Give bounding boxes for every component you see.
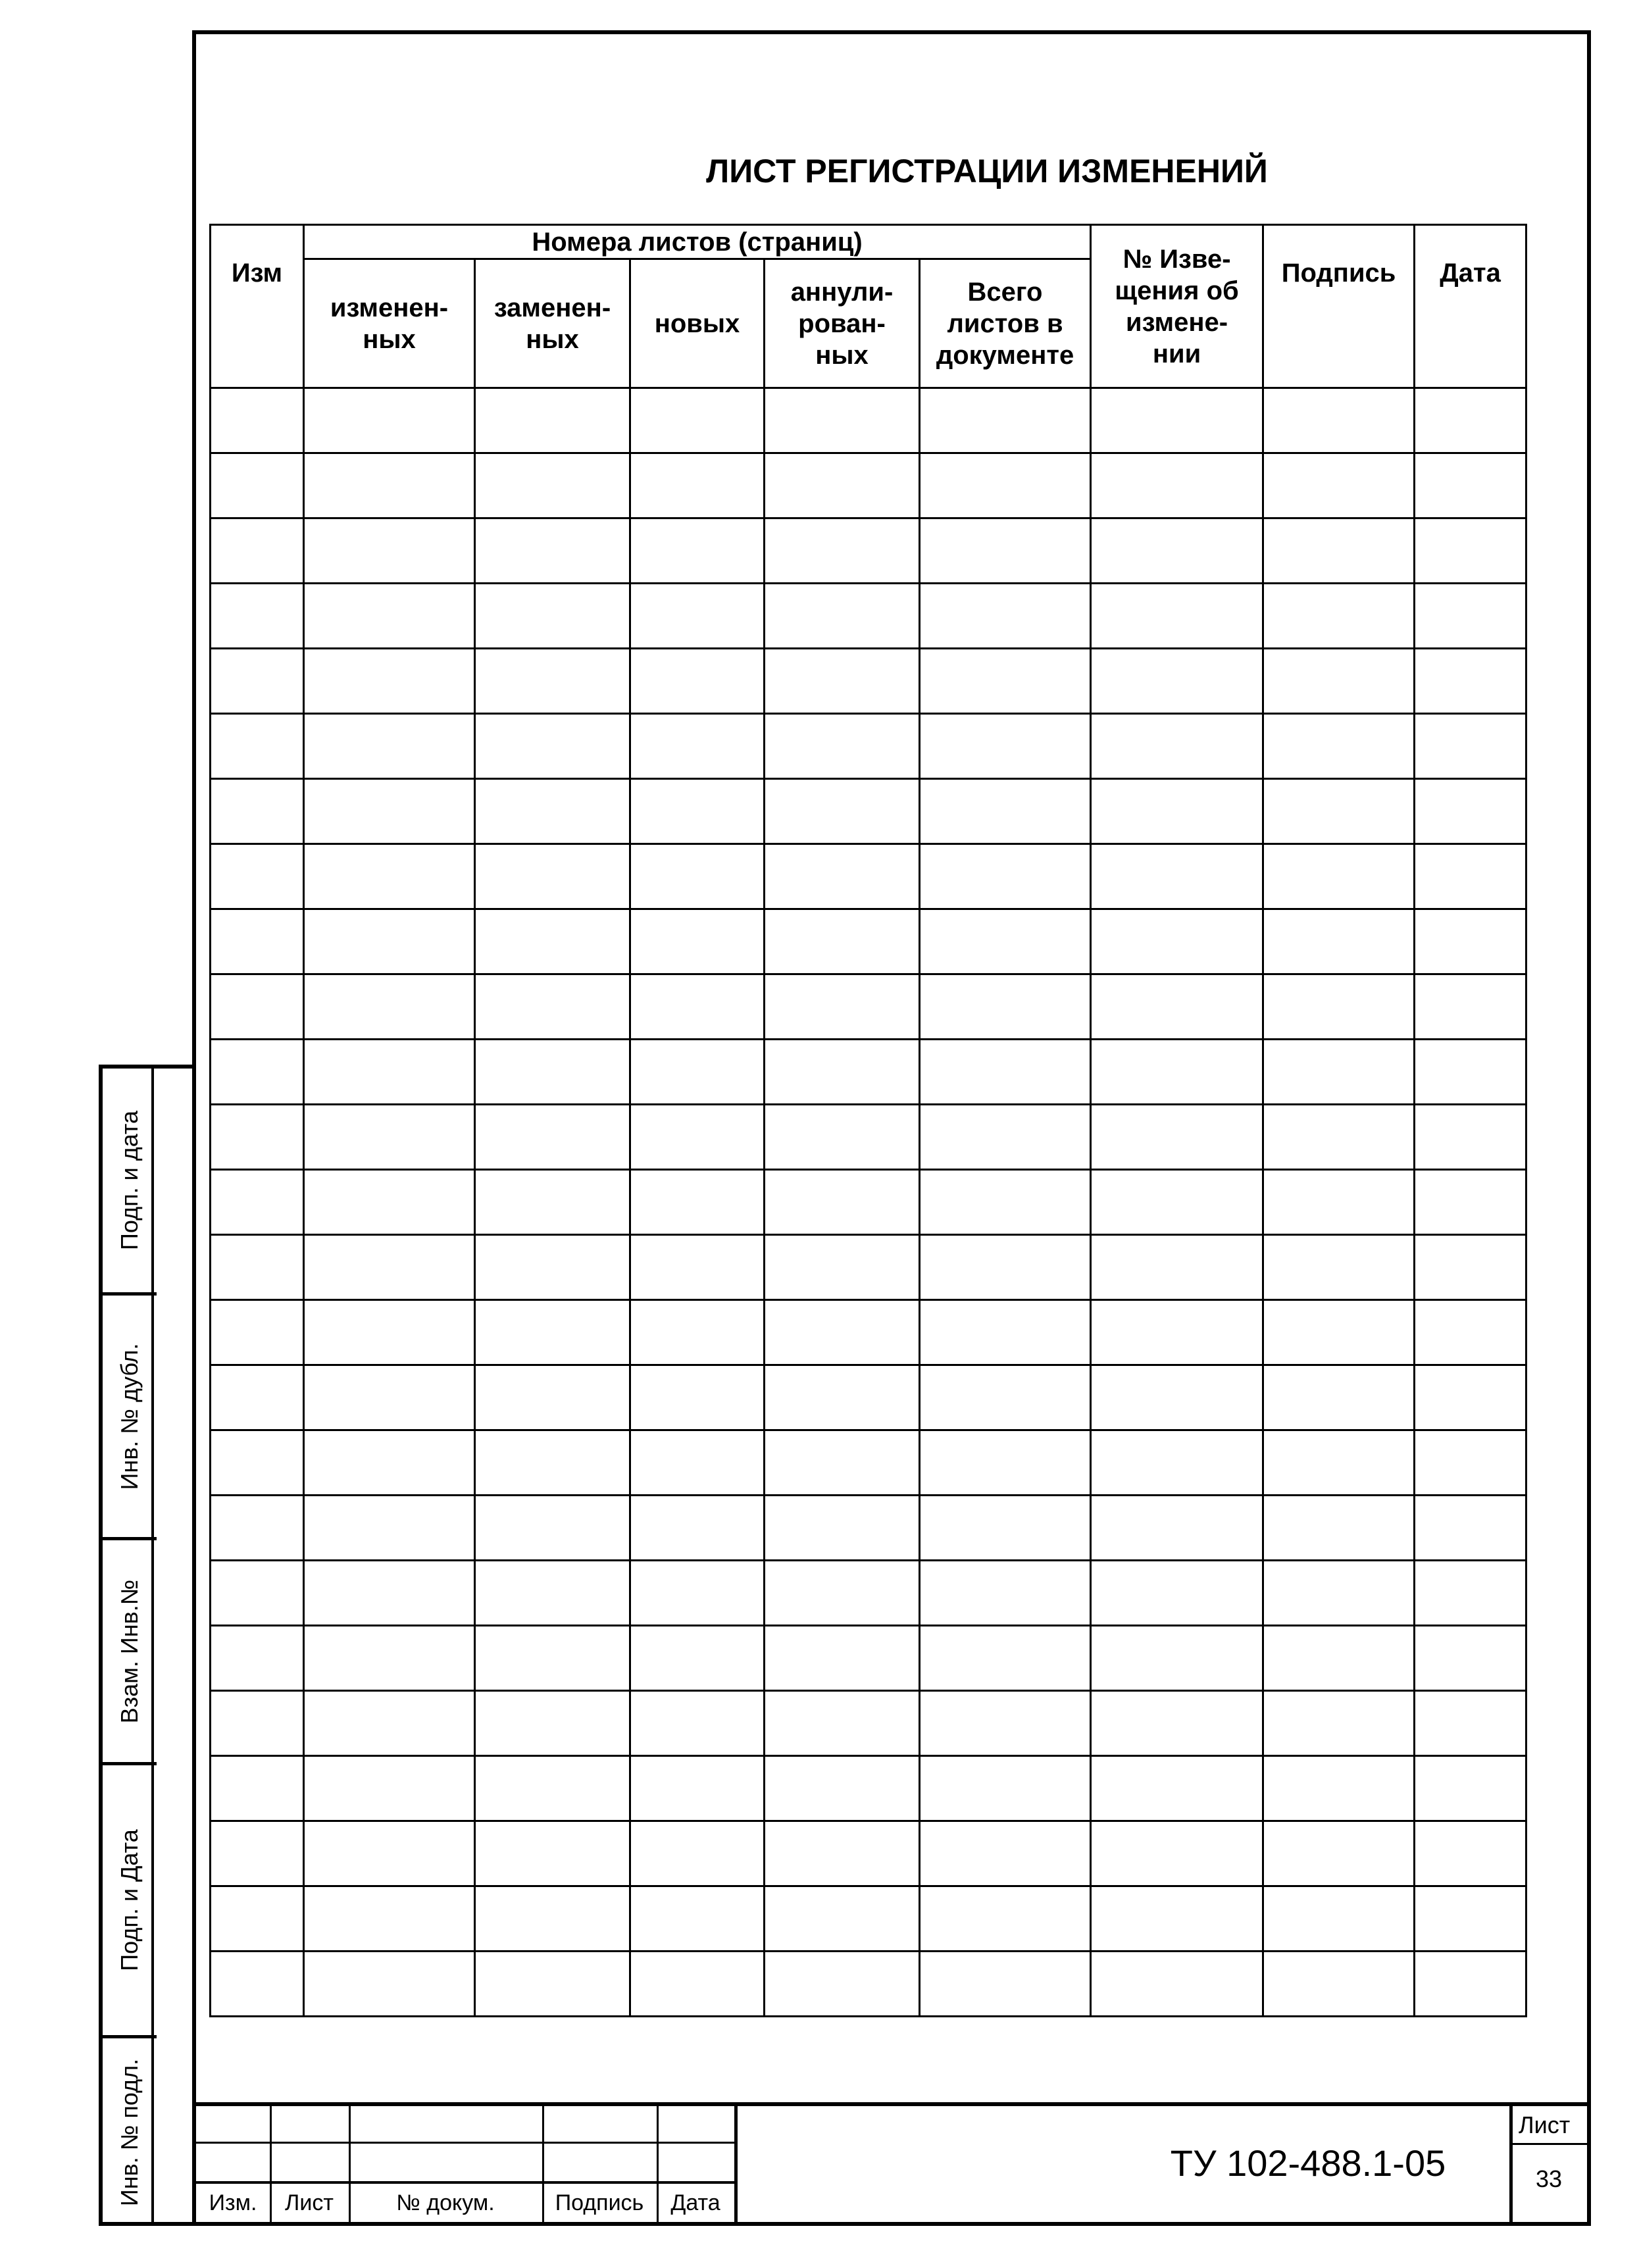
table-cell — [630, 1952, 765, 2017]
table-cell — [1415, 1365, 1526, 1430]
table-cell — [765, 1561, 920, 1626]
table-cell — [630, 1430, 765, 1496]
table-cell — [630, 1105, 765, 1170]
table-cell — [765, 518, 920, 584]
table-cell — [920, 779, 1091, 844]
table-cell — [765, 1952, 920, 2017]
table-cell — [765, 1886, 920, 1952]
table-cell — [920, 1040, 1091, 1105]
table-cell — [1415, 1561, 1526, 1626]
table-cell — [630, 974, 765, 1040]
table-cell — [475, 453, 630, 518]
table-cell — [1091, 388, 1263, 453]
table-cell — [211, 779, 304, 844]
table-cell — [475, 584, 630, 649]
table-cell — [1263, 779, 1415, 844]
table-cell — [304, 1821, 475, 1886]
table-cell — [1263, 844, 1415, 909]
tb-label-izm: Изм. — [209, 2190, 257, 2215]
table-cell — [1263, 518, 1415, 584]
table-cell — [1415, 1821, 1526, 1886]
table-cell — [630, 1756, 765, 1821]
table-cell — [1091, 714, 1263, 779]
table-cell — [920, 1105, 1091, 1170]
table-row — [211, 649, 1526, 714]
table-cell — [1263, 1300, 1415, 1365]
table-cell — [304, 1300, 475, 1365]
table-cell — [920, 1691, 1091, 1756]
table-cell — [304, 1561, 475, 1626]
table-cell — [1091, 518, 1263, 584]
table-cell — [765, 909, 920, 974]
table-cell — [304, 453, 475, 518]
table-cell — [304, 1170, 475, 1235]
table-cell — [765, 649, 920, 714]
table-cell — [765, 584, 920, 649]
table-cell — [765, 714, 920, 779]
table-cell — [475, 518, 630, 584]
table-cell — [920, 1952, 1091, 2017]
table-cell — [920, 909, 1091, 974]
table-cell — [1415, 974, 1526, 1040]
table-cell — [211, 1170, 304, 1235]
table-cell — [630, 1496, 765, 1561]
table-cell — [1263, 1886, 1415, 1952]
table-cell — [1263, 388, 1415, 453]
table-cell — [1415, 1691, 1526, 1756]
table-cell — [1091, 1105, 1263, 1170]
table-cell — [920, 1496, 1091, 1561]
header-replaced: заменен- ных — [475, 259, 630, 388]
table-cell — [1263, 1170, 1415, 1235]
table-cell — [1415, 1886, 1526, 1952]
table-row — [211, 1952, 1526, 2017]
table-cell — [211, 1821, 304, 1886]
table-cell — [211, 714, 304, 779]
table-cell — [920, 453, 1091, 518]
table-cell — [1263, 1040, 1415, 1105]
table-body — [211, 388, 1526, 2017]
table-cell — [765, 1300, 920, 1365]
table-row — [211, 584, 1526, 649]
side-label: Взам. Инв.№ — [116, 1579, 143, 1723]
table-cell — [211, 1886, 304, 1952]
table-cell — [920, 974, 1091, 1040]
table-row — [211, 518, 1526, 584]
table-cell — [920, 1365, 1091, 1430]
table-cell — [475, 1365, 630, 1430]
table-cell — [211, 1040, 304, 1105]
table-cell — [765, 1496, 920, 1561]
table-cell — [920, 1821, 1091, 1886]
sheet-label: Лист — [1519, 2111, 1571, 2138]
table-cell — [211, 584, 304, 649]
table-cell — [1263, 714, 1415, 779]
table-cell — [630, 1170, 765, 1235]
table-cell — [304, 844, 475, 909]
table-cell — [765, 453, 920, 518]
table-cell — [920, 649, 1091, 714]
tb-label-list: Лист — [285, 2190, 334, 2215]
table-cell — [1415, 1952, 1526, 2017]
table-cell — [1263, 1756, 1415, 1821]
table-cell — [211, 1235, 304, 1300]
table-cell — [304, 1756, 475, 1821]
table-cell — [211, 518, 304, 584]
table-cell — [211, 909, 304, 974]
table-cell — [630, 1691, 765, 1756]
side-cell-inv-podl — [103, 2038, 157, 2226]
table-cell — [475, 779, 630, 844]
table-cell — [920, 1300, 1091, 1365]
table-cell — [630, 1821, 765, 1886]
side-cell-vzam-inv — [103, 1540, 157, 1765]
table-row — [211, 1626, 1526, 1691]
table-cell — [630, 1235, 765, 1300]
table-cell — [475, 1105, 630, 1170]
table-cell — [630, 1886, 765, 1952]
table-cell — [1091, 1756, 1263, 1821]
table-cell — [630, 649, 765, 714]
table-cell — [630, 518, 765, 584]
header-annulled: аннули- рован- ных — [765, 259, 920, 388]
table-cell — [304, 1430, 475, 1496]
table-cell — [1263, 584, 1415, 649]
table-cell — [1415, 1170, 1526, 1235]
table-cell — [1091, 649, 1263, 714]
table-row — [211, 1040, 1526, 1105]
table-cell — [304, 1691, 475, 1756]
table-row — [211, 388, 1526, 453]
tb-label-date: Дата — [670, 2190, 720, 2215]
table-cell — [1263, 1235, 1415, 1300]
table-cell — [211, 844, 304, 909]
table-cell — [211, 1756, 304, 1821]
table-cell — [920, 388, 1091, 453]
table-cell — [630, 584, 765, 649]
header-signature: Подпись — [1263, 225, 1415, 388]
table-cell — [630, 1040, 765, 1105]
table-cell — [765, 1235, 920, 1300]
table-row — [211, 1496, 1526, 1561]
table-cell — [304, 779, 475, 844]
table-cell — [211, 974, 304, 1040]
table-cell — [304, 1235, 475, 1300]
table-row — [211, 1821, 1526, 1886]
table-cell — [920, 584, 1091, 649]
table-cell — [1091, 779, 1263, 844]
table-cell — [630, 1626, 765, 1691]
table-cell — [475, 388, 630, 453]
table-cell — [1263, 1626, 1415, 1691]
side-label: Подп. и Дата — [116, 1829, 143, 1971]
table-cell — [304, 388, 475, 453]
table-cell — [475, 1235, 630, 1300]
table-cell — [1415, 518, 1526, 584]
table-cell — [765, 1040, 920, 1105]
table-cell — [475, 1886, 630, 1952]
table-cell — [1091, 844, 1263, 909]
table-row — [211, 974, 1526, 1040]
table-cell — [1415, 1040, 1526, 1105]
table-cell — [1263, 1691, 1415, 1756]
table-cell — [765, 1626, 920, 1691]
table-cell — [1091, 1430, 1263, 1496]
table-cell — [1091, 909, 1263, 974]
table-cell — [920, 714, 1091, 779]
table-cell — [211, 1105, 304, 1170]
table-cell — [475, 649, 630, 714]
header-notice-number: № Изве- щения об измене- нии — [1091, 225, 1263, 388]
table-cell — [920, 1170, 1091, 1235]
table-cell — [920, 1756, 1091, 1821]
table-cell — [475, 1756, 630, 1821]
table-cell — [475, 1821, 630, 1886]
table-cell — [630, 714, 765, 779]
table-cell — [211, 1952, 304, 2017]
table-cell — [1263, 1952, 1415, 2017]
table-cell — [304, 1886, 475, 1952]
table-row — [211, 779, 1526, 844]
table-cell — [1091, 1300, 1263, 1365]
tb-label-signature: Подпись — [555, 2190, 644, 2215]
table-cell — [765, 388, 920, 453]
table-cell — [304, 1105, 475, 1170]
table-cell — [475, 1561, 630, 1626]
table-cell — [475, 1170, 630, 1235]
table-cell — [304, 1040, 475, 1105]
table-cell — [211, 649, 304, 714]
header-new: новых — [630, 259, 765, 388]
table-cell — [765, 974, 920, 1040]
table-cell — [1263, 1105, 1415, 1170]
page-title: ЛИСТ РЕГИСТРАЦИИ ИЗМЕНЕНИЙ — [706, 153, 1268, 189]
table-cell — [630, 453, 765, 518]
table-cell — [1415, 453, 1526, 518]
table-cell — [630, 844, 765, 909]
table-row — [211, 1170, 1526, 1235]
side-label: Подп. и дата — [116, 1110, 143, 1251]
table-cell — [304, 649, 475, 714]
table-cell — [1091, 1561, 1263, 1626]
table-cell — [765, 1365, 920, 1430]
table-cell — [920, 1561, 1091, 1626]
table-cell — [765, 1105, 920, 1170]
table-cell — [1415, 1235, 1526, 1300]
table-cell — [475, 1496, 630, 1561]
table-cell — [1415, 779, 1526, 844]
table-cell — [765, 779, 920, 844]
table-cell — [304, 1496, 475, 1561]
table-cell — [920, 1430, 1091, 1496]
table-cell — [211, 1626, 304, 1691]
table-cell — [920, 1886, 1091, 1952]
table-cell — [630, 388, 765, 453]
table-row — [211, 1365, 1526, 1430]
table-cell — [1415, 844, 1526, 909]
table-cell — [475, 1691, 630, 1756]
table-cell — [1091, 584, 1263, 649]
table-cell — [920, 844, 1091, 909]
table-cell — [1263, 1365, 1415, 1430]
table-cell — [475, 1040, 630, 1105]
table-cell — [1091, 1886, 1263, 1952]
table-cell — [211, 1691, 304, 1756]
table-cell — [765, 1691, 920, 1756]
table-cell — [1415, 1496, 1526, 1561]
table-row — [211, 1756, 1526, 1821]
table-cell — [1415, 1430, 1526, 1496]
side-stamp — [99, 1065, 196, 2226]
table-row — [211, 1561, 1526, 1626]
table-cell — [1263, 1561, 1415, 1626]
table-cell — [765, 844, 920, 909]
title-block — [196, 2102, 1591, 2226]
table-cell — [304, 1626, 475, 1691]
table-cell — [1091, 1235, 1263, 1300]
table-cell — [1263, 909, 1415, 974]
table-cell — [630, 1365, 765, 1430]
table-cell — [211, 1561, 304, 1626]
side-cell-inv-dubl — [103, 1296, 157, 1540]
table-cell — [304, 584, 475, 649]
table-cell — [1415, 1626, 1526, 1691]
table-cell — [1415, 649, 1526, 714]
table-cell — [1091, 974, 1263, 1040]
table-cell — [475, 1300, 630, 1365]
table-cell — [475, 714, 630, 779]
header-total-sheets: Всего листов в документе — [920, 259, 1091, 388]
table-cell — [920, 1626, 1091, 1691]
table-cell — [630, 1300, 765, 1365]
table-cell — [1091, 1691, 1263, 1756]
table-row — [211, 909, 1526, 974]
table-cell — [765, 1756, 920, 1821]
table-row — [211, 1691, 1526, 1756]
table-cell — [1091, 1626, 1263, 1691]
table-cell — [304, 909, 475, 974]
table-cell — [1091, 453, 1263, 518]
table-cell — [630, 1561, 765, 1626]
table-cell — [475, 909, 630, 974]
table-row — [211, 1886, 1526, 1952]
table-row — [211, 1105, 1526, 1170]
table-cell — [1091, 1496, 1263, 1561]
table-cell — [304, 518, 475, 584]
table-cell — [1263, 1430, 1415, 1496]
table-cell — [1091, 1040, 1263, 1105]
table-row — [211, 453, 1526, 518]
table-row — [211, 1235, 1526, 1300]
table-cell — [475, 1430, 630, 1496]
table-cell — [304, 1952, 475, 2017]
table-cell — [1091, 1821, 1263, 1886]
table-cell — [304, 714, 475, 779]
table-cell — [1415, 1756, 1526, 1821]
table-cell — [1263, 453, 1415, 518]
table-cell — [1263, 974, 1415, 1040]
table-cell — [630, 779, 765, 844]
table-cell — [1415, 584, 1526, 649]
table-cell — [765, 1821, 920, 1886]
header-changed: изменен- ных — [304, 259, 475, 388]
sheet-number: 33 — [1536, 2165, 1563, 2192]
table-cell — [211, 1430, 304, 1496]
table-cell — [475, 974, 630, 1040]
table-cell — [1091, 1170, 1263, 1235]
table-row — [211, 714, 1526, 779]
table-cell — [475, 1952, 630, 2017]
table-cell — [211, 1496, 304, 1561]
table-row — [211, 1430, 1526, 1496]
table-cell — [211, 453, 304, 518]
table-row — [211, 1300, 1526, 1365]
table-cell — [1415, 388, 1526, 453]
side-cell-podp-data — [103, 1069, 157, 1296]
side-cell-podp-data-2 — [103, 1765, 157, 2038]
table-cell — [630, 909, 765, 974]
table-cell — [1263, 649, 1415, 714]
table-cell — [1415, 909, 1526, 974]
table-cell — [765, 1170, 920, 1235]
side-label: Инв. № дубл. — [116, 1343, 143, 1490]
document-code: ТУ 102-488.1-05 — [1170, 2142, 1446, 2184]
table-cell — [211, 388, 304, 453]
table-cell — [475, 844, 630, 909]
table-cell — [1091, 1365, 1263, 1430]
header-sheet-numbers: Номера листов (страниц) — [304, 225, 1091, 259]
change-registration-table — [209, 224, 1527, 2017]
table-cell — [1091, 1952, 1263, 2017]
table-cell — [920, 1235, 1091, 1300]
side-label: Инв. № подл. — [116, 2058, 143, 2206]
table-cell — [1263, 1496, 1415, 1561]
table-cell — [1415, 1300, 1526, 1365]
header-izm: Изм — [211, 225, 304, 388]
side-stamp-divider — [151, 1065, 154, 2226]
header-date: Дата — [1415, 225, 1526, 388]
table-row — [211, 844, 1526, 909]
table-cell — [1415, 714, 1526, 779]
table-cell — [211, 1365, 304, 1430]
table-cell — [1263, 1821, 1415, 1886]
tb-label-doc-number: № докум. — [396, 2190, 495, 2215]
table-cell — [304, 974, 475, 1040]
table-cell — [475, 1626, 630, 1691]
table-cell — [304, 1365, 475, 1430]
table-cell — [1415, 1105, 1526, 1170]
table-cell — [920, 518, 1091, 584]
table-cell — [765, 1430, 920, 1496]
table-cell — [211, 1300, 304, 1365]
